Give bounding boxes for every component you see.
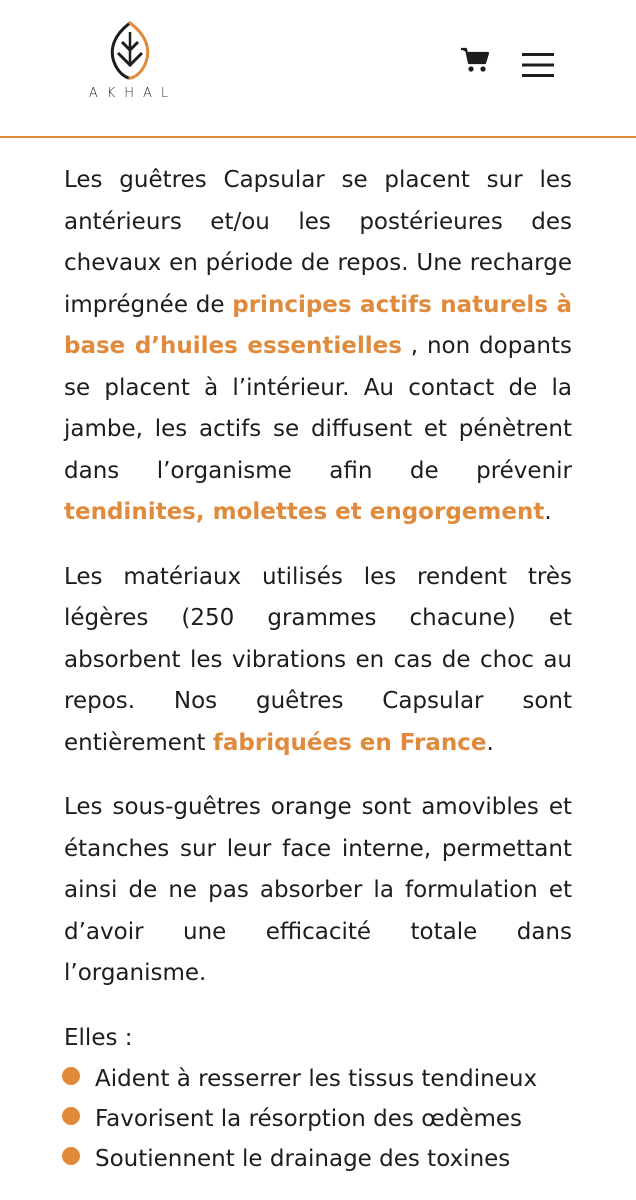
brand-wordmark: AKHAL [88, 86, 178, 101]
description-paragraph-2 [64, 557, 572, 765]
text: Les guêtres Capsular se placent sur les antérieurs et/ou les postérieures des chevaux en période de repos. Une recharge imprégnée de [64, 167, 572, 318]
list-item-text: Soutiennent le drainage des toxines [95, 1145, 511, 1172]
highlight-actives: principes actifs naturels à base d’huiles essentielles [64, 291, 572, 359]
cart-icon[interactable] [460, 46, 490, 74]
bullet-icon [62, 1107, 80, 1125]
menu-icon[interactable] [522, 52, 554, 78]
text: . [486, 729, 494, 756]
leaf-logo-icon [106, 20, 154, 82]
text: , non dopants se placent à l’intérieur. Au contact de la jambe, les actifs se diffusent et pénètrent dans l’organisme afin de prévenir [64, 333, 572, 484]
description-paragraph-3: Les sous-guêtres orange sont amovibles et étanches sur leur face interne, permettant ainsi de ne pas absorber la formulation et d’avoir une efficacité totale dans l’organisme. [64, 794, 572, 986]
site-header [0, 0, 636, 138]
product-description [0, 138, 636, 1179]
bullet-icon [62, 1067, 80, 1085]
text: Les matériaux utilisés les rendent très légères (250 grammes chacune) et absorbent les vibrations en cas de choc au repos. Nos guêtres Capsular sont entièrement [64, 563, 572, 756]
highlight-conditions: tendinites, molettes et engorgement [64, 499, 545, 525]
benefits-intro: Elles : [64, 1024, 133, 1051]
benefits-list [64, 1059, 572, 1179]
bullet-icon [62, 1147, 80, 1165]
text: . [544, 499, 552, 525]
highlight-made-in-france: fabriquées en France [212, 729, 487, 756]
description-paragraph-1 [64, 160, 572, 534]
list-item-text: Favorisent la résorption des œdèmes [95, 1105, 523, 1132]
list-item [64, 1059, 572, 1099]
list-item-text: Aident à resserrer les tissus tendineux [95, 1065, 538, 1092]
list-item [64, 1099, 572, 1139]
brand-logo[interactable] [82, 20, 178, 101]
list-item [64, 1139, 572, 1179]
